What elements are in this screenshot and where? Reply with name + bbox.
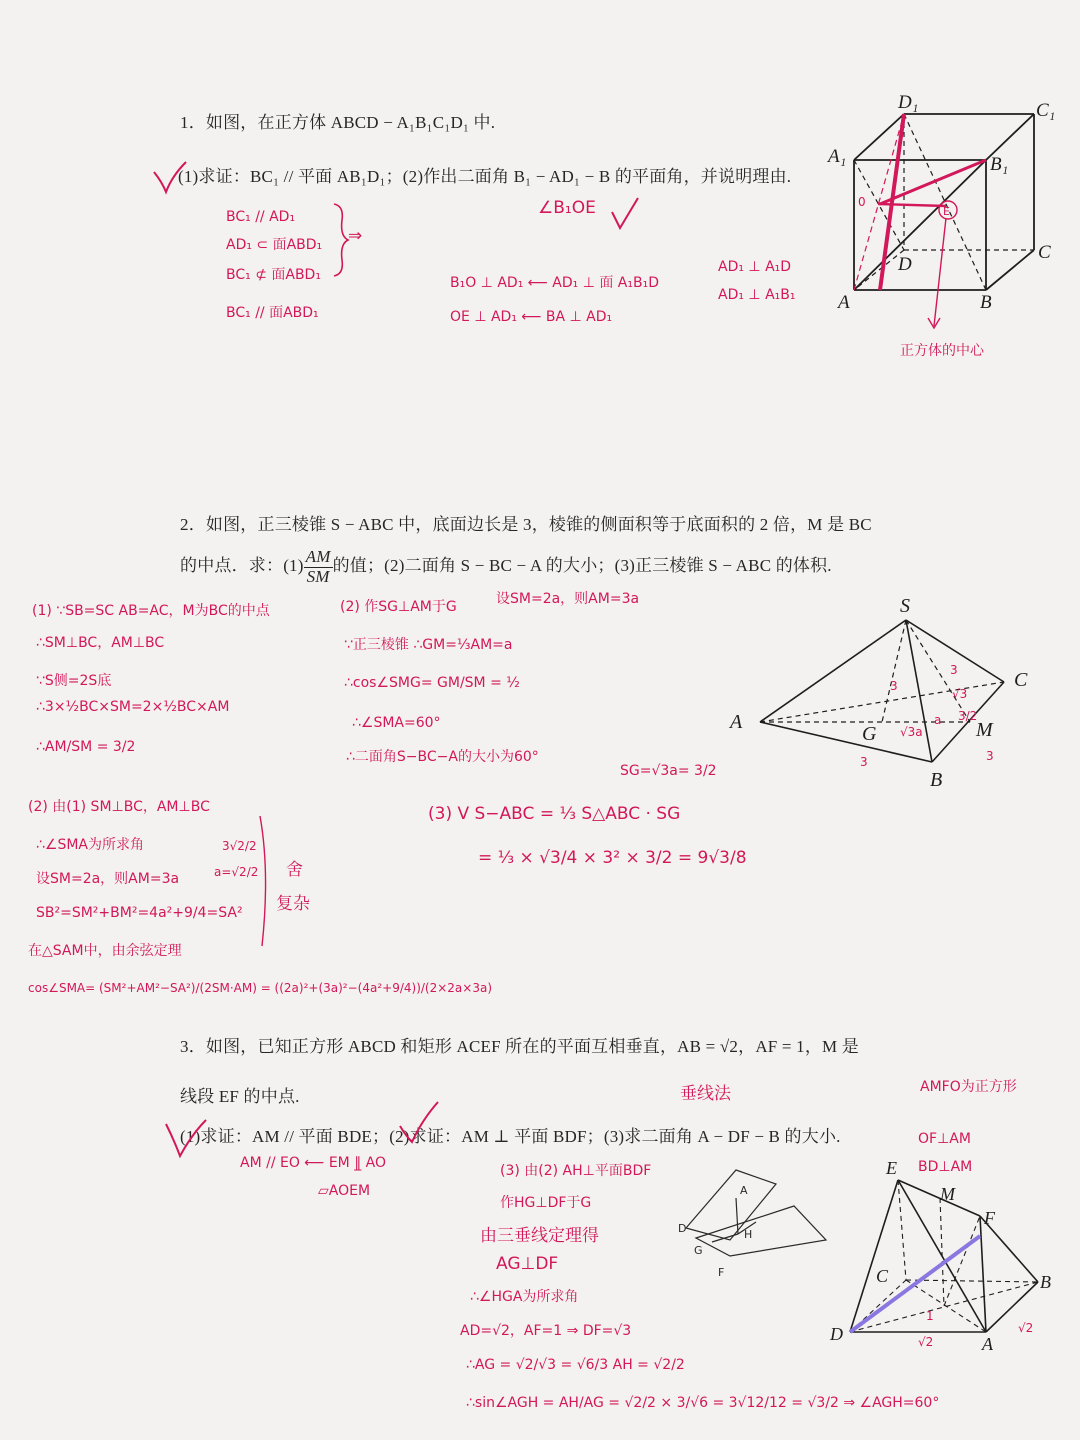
p3-step6: AD=√2，AF=1 ⇒ DF=√3: [460, 1323, 632, 1339]
check-mark-icon: [610, 196, 640, 232]
pyramid-figure: [720, 590, 1040, 790]
p1-center-note: 正方体的中心: [900, 343, 984, 359]
p2-side-4: 复杂: [276, 894, 310, 914]
sketch-label-d: D: [678, 1222, 687, 1235]
fig-note-2: 3: [950, 663, 958, 677]
sketch-label-h: H: [744, 1228, 753, 1241]
p2-side-3: 舍: [286, 860, 303, 880]
p2-mid-1: (2) 作SG⊥AM于G: [340, 599, 457, 615]
p2-volume-2: = ⅓ × √3/4 × 3² × 3/2 = 9√3/8: [478, 848, 747, 868]
fig-note-one: 1: [926, 1309, 934, 1323]
p3-step2: 作HG⊥DF于G: [500, 1195, 592, 1211]
p2-mid-4: ∴∠SMA=60°: [352, 715, 441, 731]
p2-left-2: ∴SM⊥BC，AM⊥BC: [36, 635, 165, 651]
p2-sg: SG=√3a= 3/2: [620, 763, 717, 779]
p1-reason-4: AD₁ ⊥ A₁B₁: [718, 287, 796, 303]
sketch-label-f: F: [718, 1266, 725, 1279]
sketch-label-g: G: [694, 1244, 703, 1257]
p3-step1: (3) 由(2) AH⊥平面BDF: [500, 1163, 652, 1179]
fraction-am-sm: [304, 548, 333, 586]
fig-note-r2: √2: [918, 1335, 934, 1349]
fig-note-8: 3: [986, 749, 994, 763]
p2-mid-5: ∴二面角S−BC−A的大小为60°: [346, 749, 539, 765]
label-b: B: [1040, 1272, 1051, 1292]
p1-angle-answer: ∠B₁OE: [538, 198, 596, 218]
p1-note-4: BC₁ // 面ABD₁: [226, 305, 319, 321]
label-e: E: [943, 205, 950, 218]
fig-note-5: a: [934, 713, 942, 727]
p1-note-3: BC₁ ⊄ 面ABD₁: [226, 267, 321, 283]
p1-reason-3: AD₁ ⊥ A₁D: [718, 259, 792, 275]
p2-side-1: 3√2/2: [222, 839, 257, 853]
label-c1: C₁: [1036, 100, 1056, 121]
p3-of: OF⊥AM: [918, 1131, 971, 1147]
p3-step5: ∴∠HGA为所求角: [470, 1289, 579, 1305]
label-g: G: [862, 723, 877, 745]
p2-alt-6: cos∠SMA= (SM²+AM²−SA²)/(2SM·AM) = ((2a)²+(3a)²−(4a²+9/4))/(2×2a×3a): [28, 981, 493, 995]
p2-mid-3: ∴cos∠SMG= GM/SM = ½: [344, 675, 520, 691]
p3-am1: AM // EO ⟵ EM ∥̲ AO: [240, 1155, 387, 1171]
p2-left-1: (1) ∵SB=SC AB=AC，M为BC的中点: [32, 603, 270, 619]
check-marks-icon: [150, 1080, 450, 1160]
frac-num: AM: [305, 547, 331, 566]
label-c: C: [876, 1266, 889, 1286]
problem3-line2: 线段 EF 的中点.: [180, 1087, 300, 1106]
p3-step7: ∴AG = √2/√3 = √6/3 AH = √2/2: [466, 1357, 685, 1373]
p1-note-2: AD₁ ⊂ 面ABD₁: [226, 237, 323, 253]
label-a: A: [838, 292, 850, 313]
p2-alt-5: 在△SAM中，由余弦定理: [28, 943, 182, 959]
p1-reason-1: B₁O ⊥ AD₁ ⟵ AD₁ ⊥ 面 A₁B₁D: [450, 275, 659, 291]
fig-note-r2b: √2: [1018, 1321, 1034, 1335]
p2-alt-4: SB²=SM²+BM²=4a²+9/4=SA²: [36, 905, 243, 921]
fig-note-1: 3: [890, 679, 898, 693]
problem1-line1: 1．如图，在正方体 ABCD − A₁B₁C₁D₁ 中.: [180, 113, 496, 132]
p3-bd: BD⊥AM: [918, 1159, 973, 1175]
p2-side-2: a=√2/2: [214, 865, 259, 879]
cube-figure: [820, 90, 1070, 370]
problem3-line3: (1)求证：AM // 平面 BDE；(2)求证：AM ⊥ 平面 BDF；(3)求二面角 A − DF − B 的大小.: [180, 1127, 841, 1146]
solid-figure: [826, 1150, 1066, 1370]
p2-left-3: ∵S侧=2S底: [36, 673, 112, 689]
p2-alt-3: 设SM=2a，则AM=3a: [36, 871, 180, 887]
small-sketch: [676, 1160, 836, 1280]
label-c: C: [1038, 242, 1051, 263]
p3-step4: AG⊥DF: [496, 1254, 559, 1274]
label-o: 0: [858, 195, 866, 209]
problem2-line2a: 的中点．求：(1): [180, 556, 304, 576]
p1-implies: ⇒: [348, 226, 363, 246]
label-s: S: [900, 595, 910, 617]
label-b1: B₁: [990, 154, 1009, 175]
p2-left-4: ∴3×½BC×SM=2×½BC×AM: [36, 699, 230, 715]
frac-den: SM: [306, 566, 330, 586]
label-b: B: [930, 769, 943, 791]
p3-amfo: AMFO为正方形: [920, 1079, 1017, 1095]
p1-note-1: BC₁ // AD₁: [226, 209, 296, 225]
label-d1: D₁: [898, 92, 919, 113]
label-m: M: [976, 719, 993, 741]
problem1-line2: (1)求证：BC₁ // 平面 AB₁D₁；(2)作出二面角 B₁ − AD₁ − B 的平面角，并说明理由.: [178, 167, 792, 186]
p3-step8: ∴sin∠AGH = AH/AG = √2/2 × 3/√6 = 3√12/12 = √3/2 ⇒ ∠AGH=60°: [466, 1395, 940, 1411]
p2-left-5: ∴AM/SM = 3/2: [36, 739, 136, 755]
p3-step3: 由三垂线定理得: [480, 1226, 599, 1246]
fig-note-3: √3a: [900, 725, 923, 739]
label-a: A: [730, 711, 743, 733]
label-d: D: [830, 1324, 843, 1344]
p2-setvar: 设SM=2a，则AM=3a: [496, 591, 640, 607]
p3-am2: ▱AOEM: [318, 1183, 371, 1199]
problem2-line1: 2．如图，正三棱锥 S − ABC 中，底面边长是 3，棱锥的侧面积等于底面积的 2 倍，M 是 BC: [180, 515, 872, 534]
label-d: D: [898, 254, 912, 275]
fig-note-6: 3: [860, 755, 868, 769]
p2-alt-1: (2) 由(1) SM⊥BC，AM⊥BC: [28, 799, 210, 815]
p2-alt-2: ∴∠SMA为所求角: [36, 837, 145, 853]
label-f: F: [984, 1208, 995, 1228]
bracket-icon: [250, 812, 280, 952]
label-c: C: [1014, 669, 1028, 691]
check-mark-icon: [150, 158, 190, 198]
problem3-line1: 3．如图，已知正方形 ABCD 和矩形 ACEF 所在的平面互相垂直，AB = √2，AF = 1，M 是: [180, 1037, 860, 1056]
label-e: E: [886, 1158, 897, 1178]
p2-mid-2: ∵正三棱锥 ∴GM=⅓AM=a: [344, 637, 513, 653]
p3-method: 垂线法: [680, 1084, 731, 1104]
sketch-label-a: A: [740, 1184, 748, 1197]
fig-note-7: 3/2: [958, 709, 978, 723]
problem2-line2: [180, 548, 832, 586]
problem2-line2b: 的值；(2)二面角 S − BC − A 的大小；(3)正三棱锥 S − ABC 的体积.: [332, 556, 832, 576]
label-a: A: [982, 1334, 993, 1354]
label-b: B: [980, 292, 992, 313]
label-m: M: [940, 1184, 955, 1204]
p1-reason-2: OE ⊥ AD₁ ⟵ BA ⊥ AD₁: [450, 309, 613, 325]
p2-volume-1: (3) V S−ABC = ⅓ S△ABC · SG: [428, 804, 681, 824]
fig-note-4: √3: [952, 687, 968, 701]
label-a1: A₁: [828, 146, 847, 167]
